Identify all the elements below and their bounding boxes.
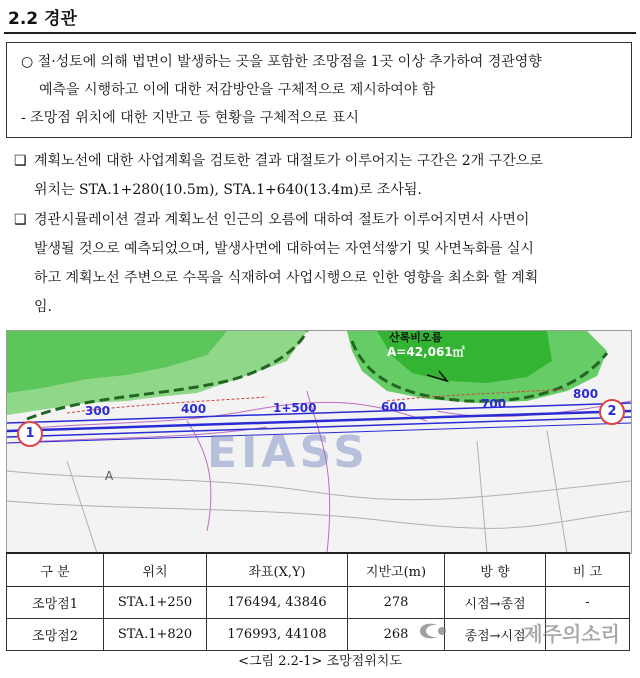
- section-title: 경관: [44, 9, 77, 29]
- table-cell: 176494, 43846: [207, 587, 348, 619]
- section-heading: [8, 4, 77, 29]
- table-header: 방 향: [445, 553, 546, 587]
- table-cell: 176993, 44108: [207, 619, 348, 651]
- station-label-400: 400: [181, 402, 207, 416]
- figure-caption: <그림 2.2-1> 조망점위치도: [238, 654, 402, 669]
- table-header-row: [7, 553, 630, 587]
- paragraph-2-line-3: 하고 계획노선 주변으로 수목을 식재하여 사업시행으로 인한 영향을 최소화 할 계획: [34, 270, 539, 286]
- viewpoint-1-marker: 1: [17, 421, 43, 447]
- news-logo-icon: [416, 620, 450, 642]
- table-header: 지반고(m): [348, 553, 445, 587]
- section-number: 2.2: [8, 9, 39, 29]
- paragraph-2-line-2: 발생될 것으로 예측되었으며, 발생사면에 대하여는 자연석쌓기 및 사면녹화를 실시: [34, 241, 534, 257]
- table-header: 구 분: [7, 553, 104, 587]
- station-label-600: 600: [381, 400, 407, 414]
- review-comment-box: [6, 42, 632, 138]
- table-cell: 조망점1: [7, 587, 104, 619]
- table-cell: 시점→종점: [445, 587, 546, 619]
- box-item-1-line-1: 절·성토에 의해 법면이 발생하는 곳을 포함한 조망점을 1곳 이상 추가하여 경관영향: [37, 54, 542, 70]
- station-label-300: 300: [85, 404, 111, 418]
- paragraph-1-line-2: 위치는 STA.1+280(10.5m), STA.1+640(13.4m)로 조사됨.: [34, 182, 422, 198]
- square-bullet-icon: ❑: [14, 153, 27, 169]
- table-header: 좌표(X,Y): [207, 553, 348, 587]
- table-cell: 조망점2: [7, 619, 104, 651]
- table-cell: STA.1+820: [104, 619, 207, 651]
- circle-bullet-icon: ○: [21, 54, 34, 70]
- table-cell: 278: [348, 587, 445, 619]
- box-item-1-line-2: 예측을 시행하고 이에 대한 저감방안을 구체적으로 제시하여야 함: [39, 82, 436, 98]
- table-header: 위치: [104, 553, 207, 587]
- viewpoint-location-map: [6, 330, 632, 554]
- box-item-2: - 조망점 위치에 대한 지반고 등 현황을 구체적으로 표시: [21, 110, 359, 126]
- eiass-watermark: EIASS: [207, 427, 369, 478]
- box-item-1: [21, 49, 542, 75]
- station-label-1500: 1+500: [273, 401, 317, 415]
- station-label-700: 700: [481, 397, 507, 411]
- paragraph-1-line-1: 계획노선에 대한 사업계획을 검토한 결과 대절토가 이루어지는 구간은 2개 구간으로: [34, 153, 543, 169]
- oreum-area-label: A=42,061㎡: [387, 345, 465, 359]
- paragraph-1: [14, 147, 626, 205]
- table-cell: STA.1+250: [104, 587, 207, 619]
- news-watermark: 제주의소리: [523, 622, 620, 646]
- table-cell: -: [546, 587, 630, 619]
- station-label-800: 800: [573, 387, 599, 401]
- oreum-name-label: 산록비오름: [389, 331, 443, 344]
- heading-rule: [4, 32, 636, 34]
- viewpoint-2-marker: 2: [599, 399, 625, 425]
- table-row: [7, 587, 630, 619]
- table-header: 비 고: [546, 553, 630, 587]
- map-letter-a: A: [105, 469, 114, 483]
- paragraph-2-line-1: 경관시뮬레이션 결과 계획노선 인근의 오름에 대하여 절토가 이루어지면서 사면이: [34, 212, 530, 228]
- table-cell: 268: [348, 619, 445, 651]
- paragraph-2-line-4: 임.: [34, 299, 52, 315]
- table-cell: 종점→시점: [445, 619, 546, 651]
- paragraph-2: [14, 206, 626, 322]
- square-bullet-icon: ❑: [14, 212, 27, 228]
